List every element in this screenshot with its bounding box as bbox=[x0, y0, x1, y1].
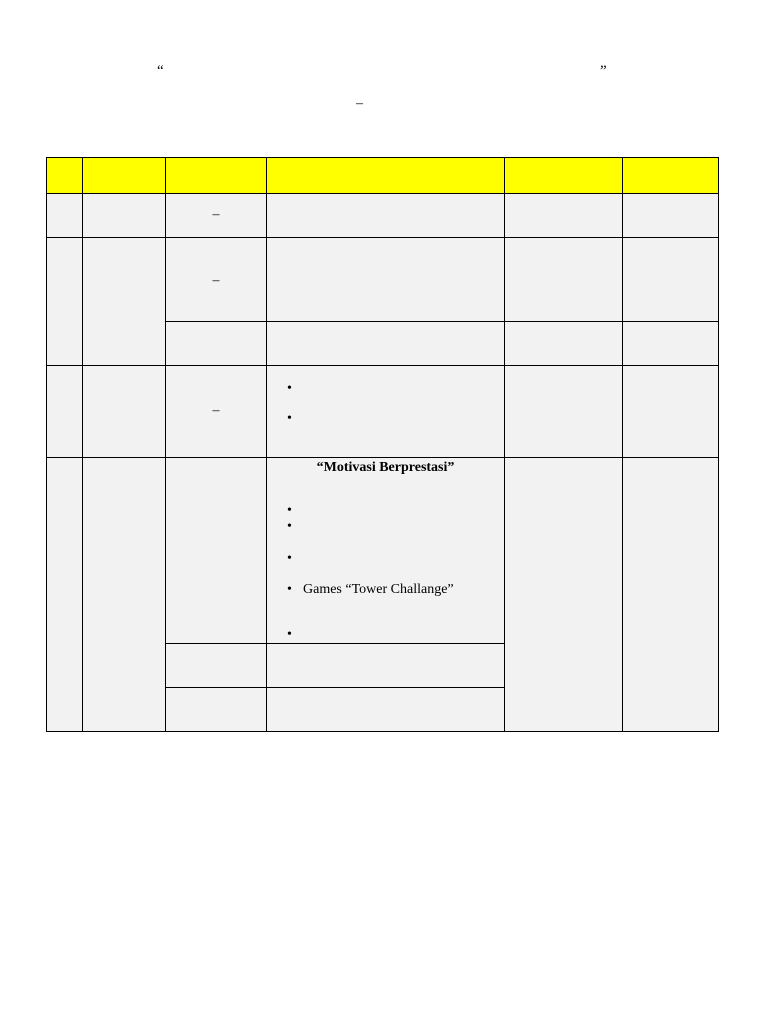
list-bullet bbox=[287, 628, 303, 642]
session-title: “Motivasi Berprestasi” bbox=[316, 460, 455, 475]
header-cell bbox=[505, 158, 623, 194]
table-cell bbox=[47, 366, 83, 458]
table-cell bbox=[267, 644, 505, 688]
list-bullet bbox=[287, 412, 303, 426]
table-cell bbox=[267, 238, 505, 322]
table-cell bbox=[47, 194, 83, 238]
subtitle-dash: – bbox=[356, 96, 363, 111]
table-cell bbox=[47, 458, 83, 732]
table-cell bbox=[83, 238, 166, 366]
table-cell bbox=[505, 238, 623, 322]
table-cell bbox=[166, 366, 267, 458]
table-cell bbox=[83, 458, 166, 732]
close-quote: ” bbox=[600, 63, 607, 79]
table-cell bbox=[623, 322, 719, 366]
time-dash: – bbox=[212, 273, 220, 288]
table-cell bbox=[83, 194, 166, 238]
list-bullet bbox=[287, 504, 303, 518]
table-cell bbox=[623, 366, 719, 458]
table-cell bbox=[505, 322, 623, 366]
table-cell bbox=[623, 238, 719, 322]
table-cell bbox=[166, 458, 267, 644]
list-bullet bbox=[287, 520, 303, 534]
time-dash: – bbox=[212, 403, 220, 418]
table-cell bbox=[623, 458, 719, 732]
header-cell bbox=[623, 158, 719, 194]
table-cell bbox=[267, 688, 505, 732]
header-cell bbox=[267, 158, 505, 194]
table-header-row bbox=[47, 158, 719, 194]
table-cell bbox=[166, 194, 267, 238]
table-cell bbox=[505, 194, 623, 238]
table-cell bbox=[47, 238, 83, 366]
table-cell bbox=[505, 366, 623, 458]
table-cell bbox=[267, 322, 505, 366]
schedule-table bbox=[46, 157, 719, 732]
header-cell bbox=[47, 158, 83, 194]
table-cell bbox=[166, 322, 267, 366]
table-cell bbox=[267, 194, 505, 238]
table-row bbox=[47, 238, 719, 322]
header-cell bbox=[166, 158, 267, 194]
table-cell bbox=[166, 238, 267, 322]
table-cell bbox=[267, 366, 505, 458]
list-bullet bbox=[287, 552, 303, 566]
table-row bbox=[47, 366, 719, 458]
table-row bbox=[47, 194, 719, 238]
header-cell bbox=[83, 158, 166, 194]
list-item: • Games “Tower Challange” bbox=[287, 583, 454, 597]
table-cell bbox=[267, 458, 505, 644]
table-cell bbox=[83, 366, 166, 458]
table-cell bbox=[623, 194, 719, 238]
table-cell bbox=[505, 458, 623, 732]
open-quote: “ bbox=[157, 63, 164, 79]
list-bullet bbox=[287, 382, 303, 396]
table-cell bbox=[166, 644, 267, 688]
time-dash: – bbox=[212, 207, 220, 222]
table-row bbox=[47, 458, 719, 644]
table-cell bbox=[166, 688, 267, 732]
